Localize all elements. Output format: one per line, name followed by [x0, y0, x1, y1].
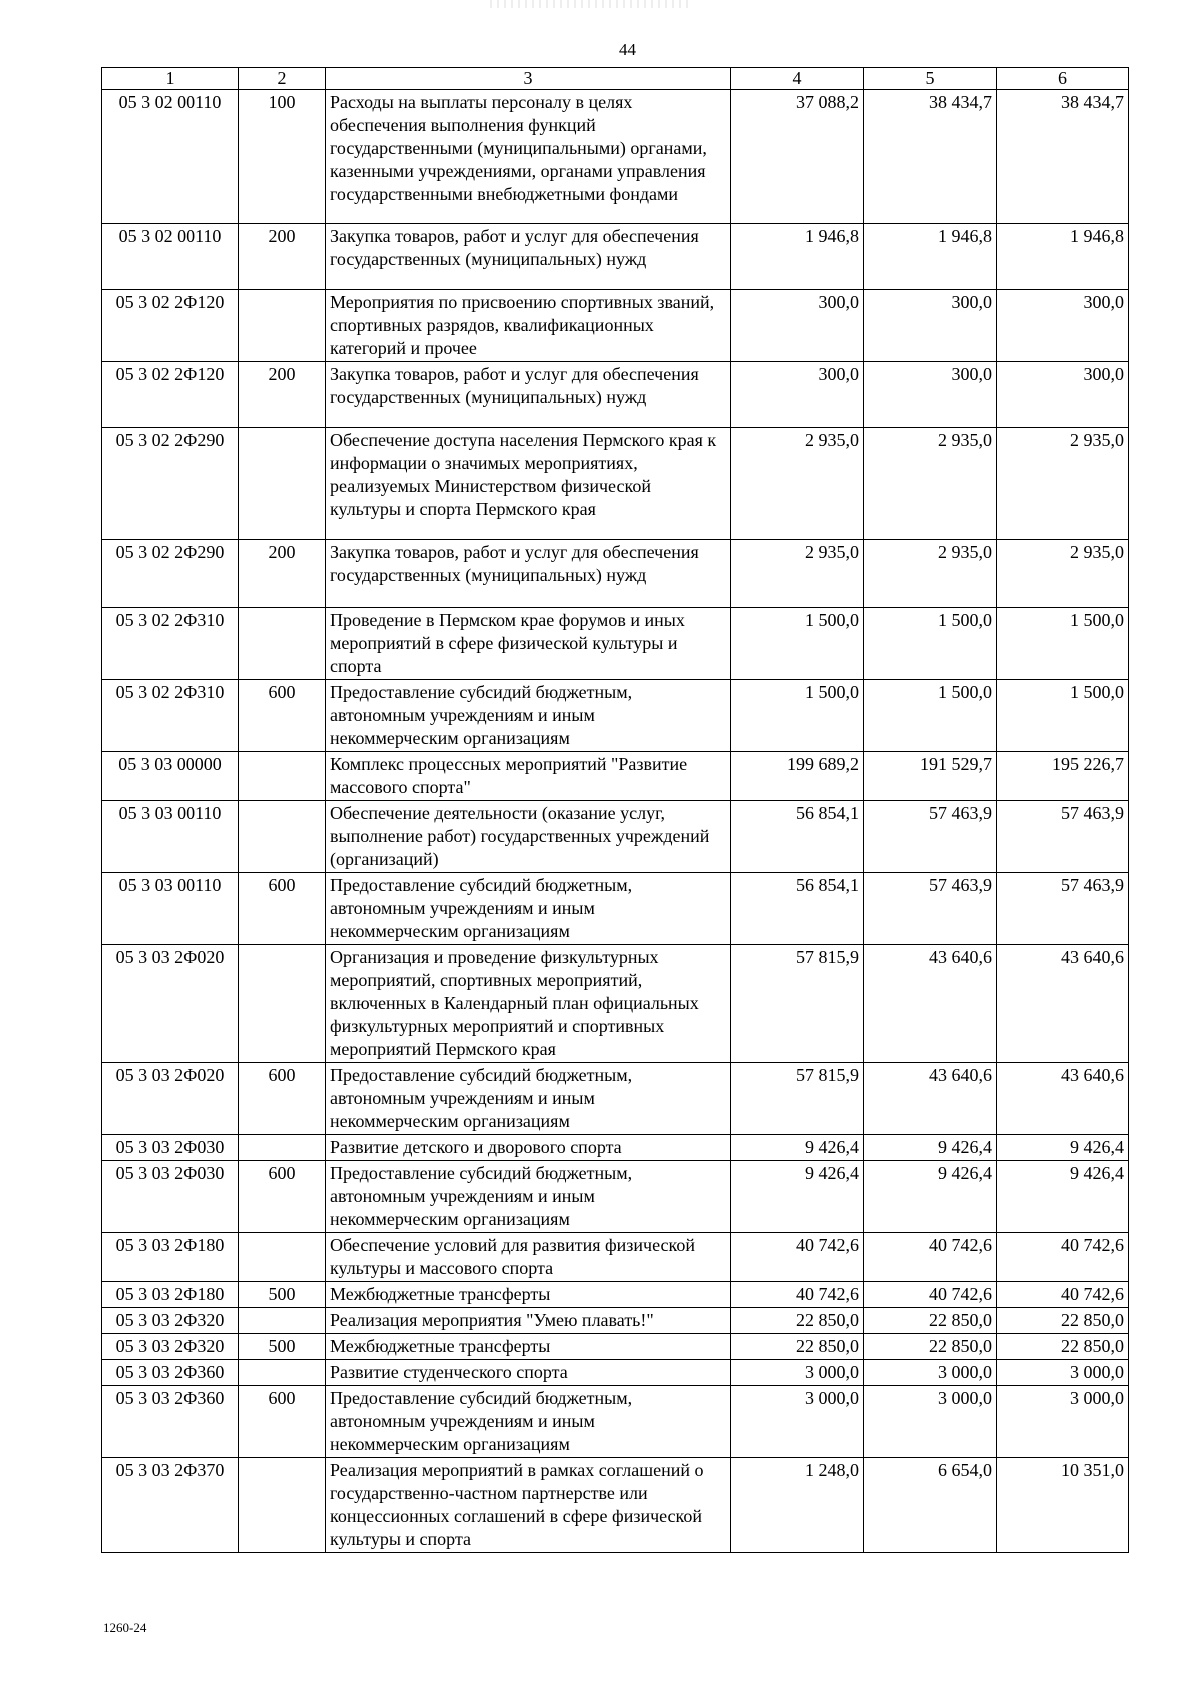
cell-expense-type	[239, 1233, 326, 1282]
cell-code: 05 3 03 00110	[102, 801, 239, 873]
cell-amount-3: 1 946,8	[997, 224, 1129, 290]
cell-expense-type	[239, 801, 326, 873]
cell-expense-type: 600	[239, 1386, 326, 1458]
cell-amount-1: 2 935,0	[731, 428, 864, 540]
cell-amount-3: 22 850,0	[997, 1308, 1129, 1334]
cell-amount-3: 1 500,0	[997, 608, 1129, 680]
cell-name: Закупка товаров, работ и услуг для обеспечения государственных (муниципальных) нужд	[326, 540, 731, 608]
cell-code: 05 3 03 2Ф320	[102, 1334, 239, 1360]
cell-amount-3: 9 426,4	[997, 1135, 1129, 1161]
cell-expense-type	[239, 752, 326, 801]
cell-amount-2: 191 529,7	[864, 752, 997, 801]
cell-expense-type	[239, 1308, 326, 1334]
cell-amount-3: 9 426,4	[997, 1161, 1129, 1233]
table-row	[102, 1135, 1129, 1161]
cell-amount-2: 40 742,6	[864, 1233, 997, 1282]
cell-name: Развитие детского и дворового спорта	[326, 1135, 731, 1161]
cell-amount-2: 22 850,0	[864, 1334, 997, 1360]
table-row	[102, 608, 1129, 680]
cell-expense-type: 600	[239, 873, 326, 945]
cell-amount-3: 10 351,0	[997, 1458, 1129, 1553]
cell-amount-2: 300,0	[864, 362, 997, 428]
cell-amount-3: 40 742,6	[997, 1282, 1129, 1308]
cell-name: Проведение в Пермском крае форумов и иных мероприятий в сфере физической культуры и спорта	[326, 608, 731, 680]
table-row	[102, 224, 1129, 290]
cell-code: 05 3 03 2Ф020	[102, 1063, 239, 1135]
cell-amount-3: 300,0	[997, 362, 1129, 428]
table-row	[102, 1282, 1129, 1308]
cell-amount-3: 22 850,0	[997, 1334, 1129, 1360]
cell-name: Мероприятия по присвоению спортивных званий, спортивных разрядов, квалификационных категорий и прочее	[326, 290, 731, 362]
cell-expense-type	[239, 1360, 326, 1386]
cell-expense-type: 100	[239, 90, 326, 224]
table-row	[102, 1386, 1129, 1458]
cell-code: 05 3 03 2Ф180	[102, 1233, 239, 1282]
cell-amount-1: 40 742,6	[731, 1282, 864, 1308]
table-row	[102, 290, 1129, 362]
cell-amount-3: 43 640,6	[997, 1063, 1129, 1135]
cell-amount-1: 56 854,1	[731, 873, 864, 945]
table-row	[102, 801, 1129, 873]
cell-amount-2: 40 742,6	[864, 1282, 997, 1308]
cell-code: 05 3 03 00110	[102, 873, 239, 945]
cell-code: 05 3 03 00000	[102, 752, 239, 801]
cell-name: Закупка товаров, работ и услуг для обеспечения государственных (муниципальных) нужд	[326, 224, 731, 290]
cell-expense-type: 200	[239, 224, 326, 290]
cell-name: Межбюджетные трансферты	[326, 1282, 731, 1308]
cell-code: 05 3 02 2Ф120	[102, 290, 239, 362]
cell-code: 05 3 03 2Ф180	[102, 1282, 239, 1308]
cell-code: 05 3 03 2Ф360	[102, 1386, 239, 1458]
cell-amount-1: 2 935,0	[731, 540, 864, 608]
cell-expense-type: 200	[239, 540, 326, 608]
cell-amount-3: 3 000,0	[997, 1386, 1129, 1458]
cell-amount-2: 43 640,6	[864, 945, 997, 1063]
cell-name: Расходы на выплаты персоналу в целях обеспечения выполнения функций государственными (муниципальными) органами, казенными учреждениями, органами управления государственными внебюджетными фондами	[326, 90, 731, 224]
cell-code: 05 3 02 00110	[102, 224, 239, 290]
cell-amount-2: 57 463,9	[864, 873, 997, 945]
column-header-2: 2	[239, 68, 326, 90]
table-body	[102, 90, 1129, 1553]
cell-amount-1: 9 426,4	[731, 1135, 864, 1161]
cell-amount-1: 300,0	[731, 362, 864, 428]
cell-amount-1: 56 854,1	[731, 801, 864, 873]
table-row	[102, 1063, 1129, 1135]
cell-expense-type: 600	[239, 680, 326, 752]
cell-amount-1: 3 000,0	[731, 1386, 864, 1458]
table-row	[102, 362, 1129, 428]
cell-expense-type	[239, 1135, 326, 1161]
cell-amount-2: 1 500,0	[864, 680, 997, 752]
table-row	[102, 945, 1129, 1063]
cell-amount-1: 9 426,4	[731, 1161, 864, 1233]
cell-amount-3: 2 935,0	[997, 540, 1129, 608]
cell-name: Обеспечение условий для развития физической культуры и массового спорта	[326, 1233, 731, 1282]
cell-amount-1: 1 946,8	[731, 224, 864, 290]
cell-code: 05 3 02 2Ф290	[102, 428, 239, 540]
cell-name: Обеспечение деятельности (оказание услуг, выполнение работ) государственных учреждений (организаций)	[326, 801, 731, 873]
cell-amount-3: 195 226,7	[997, 752, 1129, 801]
cell-amount-3: 2 935,0	[997, 428, 1129, 540]
cell-code: 05 3 02 2Ф310	[102, 608, 239, 680]
table-row	[102, 873, 1129, 945]
cell-expense-type	[239, 608, 326, 680]
cell-amount-1: 300,0	[731, 290, 864, 362]
cell-name: Предоставление субсидий бюджетным, автономным учреждениям и иным некоммерческим организациям	[326, 1063, 731, 1135]
table-row	[102, 752, 1129, 801]
cell-name: Реализация мероприятия "Умею плавать!"	[326, 1308, 731, 1334]
table-header-row	[102, 68, 1129, 90]
cell-amount-2: 22 850,0	[864, 1308, 997, 1334]
table-row	[102, 90, 1129, 224]
cell-amount-2: 3 000,0	[864, 1360, 997, 1386]
cell-name: Предоставление субсидий бюджетным, автономным учреждениям и иным некоммерческим организациям	[326, 1161, 731, 1233]
column-header-1: 1	[102, 68, 239, 90]
cell-code: 05 3 02 2Ф120	[102, 362, 239, 428]
cell-amount-3: 1 500,0	[997, 680, 1129, 752]
cell-amount-1: 1 500,0	[731, 680, 864, 752]
cell-expense-type	[239, 1458, 326, 1553]
cell-expense-type	[239, 290, 326, 362]
budget-table	[101, 67, 1129, 1553]
cell-name: Предоставление субсидий бюджетным, автономным учреждениям и иным некоммерческим организациям	[326, 873, 731, 945]
cell-code: 05 3 03 2Ф370	[102, 1458, 239, 1553]
cell-amount-1: 22 850,0	[731, 1308, 864, 1334]
cell-name: Закупка товаров, работ и услуг для обеспечения государственных (муниципальных) нужд	[326, 362, 731, 428]
column-header-5: 5	[864, 68, 997, 90]
cell-code: 05 3 02 2Ф290	[102, 540, 239, 608]
scan-artifact	[490, 0, 690, 8]
cell-amount-2: 9 426,4	[864, 1135, 997, 1161]
cell-code: 05 3 02 2Ф310	[102, 680, 239, 752]
cell-amount-1: 22 850,0	[731, 1334, 864, 1360]
cell-amount-2: 6 654,0	[864, 1458, 997, 1553]
cell-code: 05 3 03 2Ф030	[102, 1161, 239, 1233]
cell-amount-2: 300,0	[864, 290, 997, 362]
cell-name: Реализация мероприятий в рамках соглашений о государственно-частном партнерстве или концессионных соглашений в сфере физической культуры и спорта	[326, 1458, 731, 1553]
table-row	[102, 1161, 1129, 1233]
cell-amount-2: 38 434,7	[864, 90, 997, 224]
table-row	[102, 1360, 1129, 1386]
cell-amount-3: 57 463,9	[997, 801, 1129, 873]
cell-name: Предоставление субсидий бюджетным, автономным учреждениям и иным некоммерческим организациям	[326, 680, 731, 752]
cell-name: Межбюджетные трансферты	[326, 1334, 731, 1360]
cell-amount-3: 40 742,6	[997, 1233, 1129, 1282]
column-header-6: 6	[997, 68, 1129, 90]
column-header-3: 3	[326, 68, 731, 90]
cell-name: Организация и проведение физкультурных мероприятий, спортивных мероприятий, включенных в Календарный план официальных физкультурных мероприятий и спортивных мероприятий Пермского края	[326, 945, 731, 1063]
cell-amount-2: 43 640,6	[864, 1063, 997, 1135]
column-header-4: 4	[731, 68, 864, 90]
cell-amount-1: 37 088,2	[731, 90, 864, 224]
table-row	[102, 428, 1129, 540]
cell-expense-type	[239, 945, 326, 1063]
cell-amount-2: 2 935,0	[864, 540, 997, 608]
cell-amount-1: 3 000,0	[731, 1360, 864, 1386]
cell-amount-1: 57 815,9	[731, 945, 864, 1063]
cell-name: Комплекс процессных мероприятий "Развитие массового спорта"	[326, 752, 731, 801]
cell-expense-type: 500	[239, 1282, 326, 1308]
cell-expense-type: 600	[239, 1161, 326, 1233]
cell-amount-3: 38 434,7	[997, 90, 1129, 224]
cell-expense-type: 600	[239, 1063, 326, 1135]
table-row	[102, 680, 1129, 752]
cell-amount-2: 9 426,4	[864, 1161, 997, 1233]
table-row	[102, 1308, 1129, 1334]
cell-code: 05 3 03 2Ф020	[102, 945, 239, 1063]
cell-amount-2: 57 463,9	[864, 801, 997, 873]
table-row	[102, 540, 1129, 608]
cell-amount-3: 3 000,0	[997, 1360, 1129, 1386]
cell-code: 05 3 03 2Ф360	[102, 1360, 239, 1386]
page-number: 44	[619, 40, 636, 59]
cell-amount-1: 1 248,0	[731, 1458, 864, 1553]
cell-expense-type: 500	[239, 1334, 326, 1360]
cell-code: 05 3 03 2Ф030	[102, 1135, 239, 1161]
cell-amount-2: 1 500,0	[864, 608, 997, 680]
cell-code: 05 3 02 00110	[102, 90, 239, 224]
table-row	[102, 1233, 1129, 1282]
cell-code: 05 3 03 2Ф320	[102, 1308, 239, 1334]
document-code: 1260-24	[103, 1620, 147, 1635]
cell-amount-1: 57 815,9	[731, 1063, 864, 1135]
cell-amount-2: 1 946,8	[864, 224, 997, 290]
cell-expense-type	[239, 428, 326, 540]
cell-amount-3: 43 640,6	[997, 945, 1129, 1063]
cell-amount-3: 57 463,9	[997, 873, 1129, 945]
cell-name: Обеспечение доступа населения Пермского края к информации о значимых мероприятиях, реализуемых Министерством физической культуры и спорта Пермского края	[326, 428, 731, 540]
cell-amount-2: 2 935,0	[864, 428, 997, 540]
table-row	[102, 1334, 1129, 1360]
cell-amount-1: 40 742,6	[731, 1233, 864, 1282]
cell-amount-3: 300,0	[997, 290, 1129, 362]
cell-amount-1: 1 500,0	[731, 608, 864, 680]
cell-amount-2: 3 000,0	[864, 1386, 997, 1458]
cell-name: Развитие студенческого спорта	[326, 1360, 731, 1386]
table-row	[102, 1458, 1129, 1553]
cell-expense-type: 200	[239, 362, 326, 428]
cell-name: Предоставление субсидий бюджетным, автономным учреждениям и иным некоммерческим организациям	[326, 1386, 731, 1458]
cell-amount-1: 199 689,2	[731, 752, 864, 801]
